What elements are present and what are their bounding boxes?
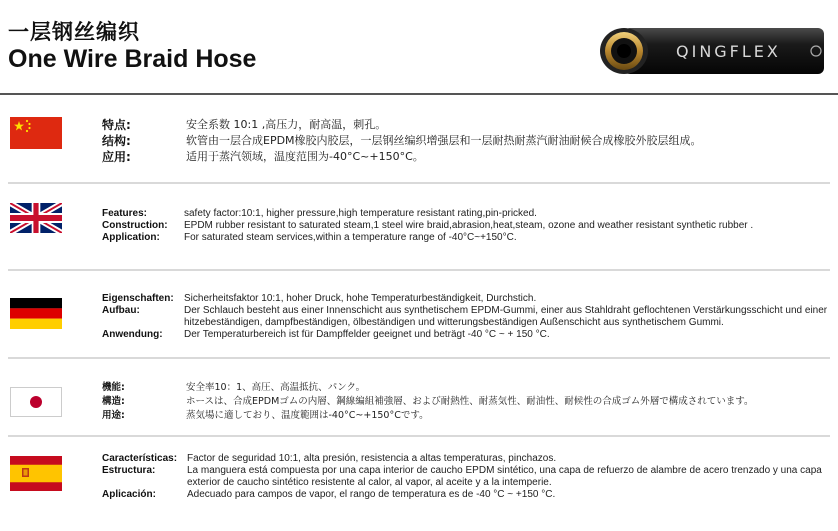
page-title-english: One Wire Braid Hose (8, 45, 257, 73)
header-divider (0, 93, 838, 95)
application-label: Aplicación: (102, 489, 156, 500)
features-label: Eigenschaften: (102, 293, 174, 304)
section-chinese (102, 117, 702, 165)
construction-label: Estructura: (102, 465, 156, 476)
application-text: 适用于蒸汽领域，温度范围为-40°C~+150°C。 (186, 150, 424, 163)
section-divider (8, 269, 830, 271)
feature-row (102, 453, 827, 465)
application-text: 蒸気場に適しており、温度範囲は-40°C~+150°Cです。 (186, 410, 429, 421)
features-label: 機能: (102, 382, 125, 393)
construction-label: Aufbau: (102, 305, 140, 316)
construction-text: ホースは、合成EPDMゴムの内層、鋼線編組補強層、および耐熱性、耐蒸気性、耐油性、耐候性の合成ゴム外層で構成されています。 (186, 396, 754, 407)
construction-text: EPDM rubber resistant to saturated steam,1 steel wire braid,abrasion,heat,steam, ozone and weather resistant synthetic rubber . (184, 220, 754, 231)
application-row (102, 409, 754, 423)
feature-row (102, 381, 754, 395)
construction-label: 構造: (102, 396, 125, 407)
features-text: Factor de seguridad 10:1, alta presión, resistencia a altas temperaturas, pinchazos. (187, 453, 557, 464)
features-text: safety factor:10:1, higher pressure,high temperature resistant rating,pin-pricked. (184, 208, 537, 219)
hose-product-image (594, 26, 826, 76)
china-flag-icon (10, 117, 62, 149)
construction-row (102, 133, 702, 149)
section-japanese (102, 381, 754, 423)
feature-row (102, 293, 838, 305)
application-text: For saturated steam services,within a temperature range of -40°C~+150°C. (184, 232, 517, 243)
construction-label: Construction: (102, 220, 168, 231)
construction-row (102, 220, 753, 232)
hose-brand-text: QINGFLEX (676, 42, 781, 61)
construction-row (102, 305, 838, 329)
features-label: 特点: (102, 118, 131, 132)
construction-text: Der Schlauch besteht aus einer Innenschicht aus synthetischem EPDM-Gummi, einer aus Stahldraht geflochtenen Verstärkungsschicht und einer hitzebeständigen, dampfbeständigen, ölbeständigen und witterungsbeständigen Außenschicht aus synthetischem Gummi. (184, 305, 828, 328)
construction-row (102, 465, 827, 489)
application-row (102, 489, 827, 501)
application-row (102, 149, 702, 165)
application-row (102, 329, 838, 341)
section-divider (8, 435, 830, 437)
section-english (102, 208, 753, 244)
section-divider (8, 357, 830, 359)
construction-text: 软管由一层合成EPDM橡胶内胶层，一层钢丝编织增强层和一层耐热耐蒸汽耐油耐候合成橡胶外胶层组成。 (186, 134, 702, 147)
section-german (102, 293, 838, 341)
construction-label: 结构: (102, 134, 131, 148)
feature-row (102, 208, 753, 220)
application-row (102, 232, 753, 244)
features-text: 安全率10：1、高圧、高温抵抗、パンク。 (186, 382, 366, 393)
application-label: Anwendung: (102, 329, 163, 340)
features-text: Sicherheitsfaktor 10:1, hoher Druck, hohe Temperaturbeständigkeit, Durchstich. (184, 293, 537, 304)
features-text: 安全系数 10:1 ,高压力，耐高温，刺孔。 (186, 118, 387, 131)
section-spanish (102, 453, 827, 501)
japan-flag-icon (10, 387, 62, 417)
construction-row (102, 395, 754, 409)
application-text: Der Temperaturbereich ist für Dampffelder geeignet und beträgt -40 °C ~ + 150 °C. (184, 329, 550, 340)
uk-flag-icon (10, 203, 62, 233)
construction-text: La manguera está compuesta por una capa interior de caucho EPDM sintético, una capa de refuerzo de alambre de acero trenzado y una capa exterior de caucho sintético resistente al calor, al vapor, al aceite y a la intemperie. (187, 465, 822, 488)
application-text: Adecuado para campos de vapor, el rango de temperatura es de -40 °C ~ +150 °C. (187, 489, 556, 500)
feature-row (102, 117, 702, 133)
application-label: Application: (102, 232, 160, 243)
application-label: 应用: (102, 150, 131, 164)
spain-flag-icon (10, 456, 62, 491)
features-label: Features: (102, 208, 148, 219)
section-divider (8, 182, 830, 184)
germany-flag-icon (10, 298, 62, 329)
page-title-chinese: 一层钢丝编织 (8, 20, 140, 44)
application-label: 用途: (102, 410, 125, 421)
features-label: Características: (102, 453, 178, 464)
